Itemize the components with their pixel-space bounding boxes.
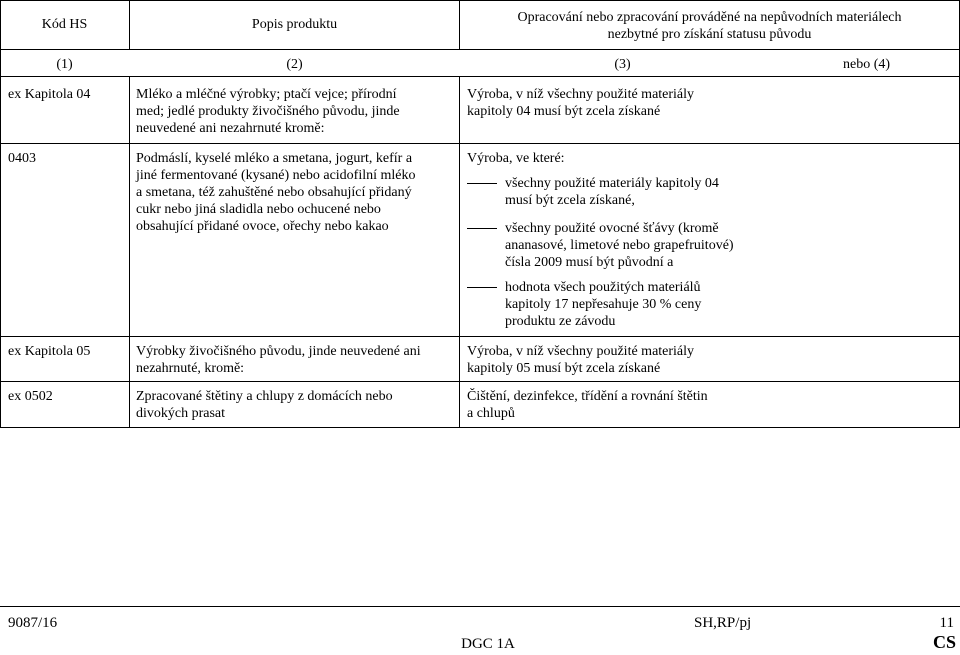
table-top-border [0,0,960,1]
row1-desc-line1: Mléko a mléčné výrobky; ptačí vejce; přírodní [136,87,397,102]
bullet-dash [467,183,497,184]
row3-bottom-border [0,381,960,382]
colnum-bottom-border [0,76,960,77]
row2-bullet1-line1: všechny použité materiály kapitoly 04 [505,176,719,191]
colnum-1: (1) [56,57,73,72]
row2-bullet3-line3: produktu ze závodu [505,314,616,329]
row1-bottom-border [0,143,960,144]
row1-desc-line3: neuvedené ani nezahrnuté kromě: [136,121,325,136]
row2-bullet2-line2: ananasové, limetové nebo grapefruitové) [505,238,734,253]
colnum-2: (2) [286,57,303,72]
col-divider-2-body [459,76,460,428]
row3-rule-line2: kapitoly 05 musí být zcela získané [467,361,661,376]
row2-rule-intro: Výroba, ve které: [467,151,565,166]
header-col-rule-line1: Opracování nebo zpracování prováděné na nepůvodních materiálech [517,10,902,25]
col-divider-1-body [129,76,130,428]
row4-desc-line1: Zpracované štětiny a chlupy z domácích nebo [136,389,393,404]
row3-rule-line1: Výroba, v níž všechny použité materiály [467,344,695,359]
row3-desc-line1: Výrobky živočišného původu, jinde neuvedené ani [136,344,421,359]
row2-desc-line1: Podmáslí, kyselé mléko a smetana, jogurt, kefír a [136,151,413,166]
row2-bullet3-line1: hodnota všech použitých materiálů [505,280,701,295]
header-col-description: Popis produktu [251,17,338,32]
row4-rule-line1: Čištění, dezinfekce, třídění a rovnání štětin [467,389,708,404]
row2-desc-line5: obsahující přidané ovoce, ořechy nebo kakao [136,219,389,234]
bullet-dash [467,228,497,229]
row2-desc-line4: cukr nebo jiná sladidla nebo ochucené nebo [136,202,381,217]
footer-department: DGC 1A [461,636,515,652]
row2-bullet2-line3: čísla 2009 musí být původní a [505,255,674,270]
row2-desc-line2: jiné fermentované (kysané) nebo acidofilní mléko [136,168,416,183]
table-bottom-border [0,427,960,428]
row1-desc-line2: med; jedlé produkty živočišného původu, jinde [136,104,400,119]
row4-desc-line2: divokých prasat [136,406,226,421]
row3-code: ex Kapitola 05 [8,344,91,359]
row3-desc-line2: nezahrnuté, kromě: [136,361,245,376]
row2-code: 0403 [8,151,36,166]
row2-bullet2-line1: všechny použité ovocné šťávy (kromě [505,221,719,236]
footer-doc-number: 9087/16 [8,615,58,631]
bullet-dash [467,287,497,288]
footer-initials: SH,RP/pj [694,615,752,631]
row2-desc-line3: a smetana, též zahuštěné nebo obsahující přidaný [136,185,412,200]
colnum-3: (3) [614,57,631,72]
header-bottom-border [0,49,960,50]
row2-bottom-border [0,336,960,337]
row1-code: ex Kapitola 04 [8,87,91,102]
row1-rule-line2: kapitoly 04 musí být zcela získané [467,104,661,119]
footer-language: CS [932,632,956,652]
footer-separator [0,606,960,607]
row4-rule-line2: a chlupů [467,406,515,421]
header-col-rule-line2: nezbytné pro získání statusu původu [607,27,812,42]
header-col-hs-code: Kód HS [41,17,88,32]
footer-page-number: 11 [939,615,954,631]
row2-bullet1-line2: musí být zcela získané, [505,193,635,208]
row4-code: ex 0502 [8,389,53,404]
row2-bullet3-line2: kapitoly 17 nepřesahuje 30 % ceny [505,297,702,312]
row1-rule-line1: Výroba, v níž všechny použité materiály [467,87,695,102]
colnum-4: nebo (4) [843,57,891,72]
